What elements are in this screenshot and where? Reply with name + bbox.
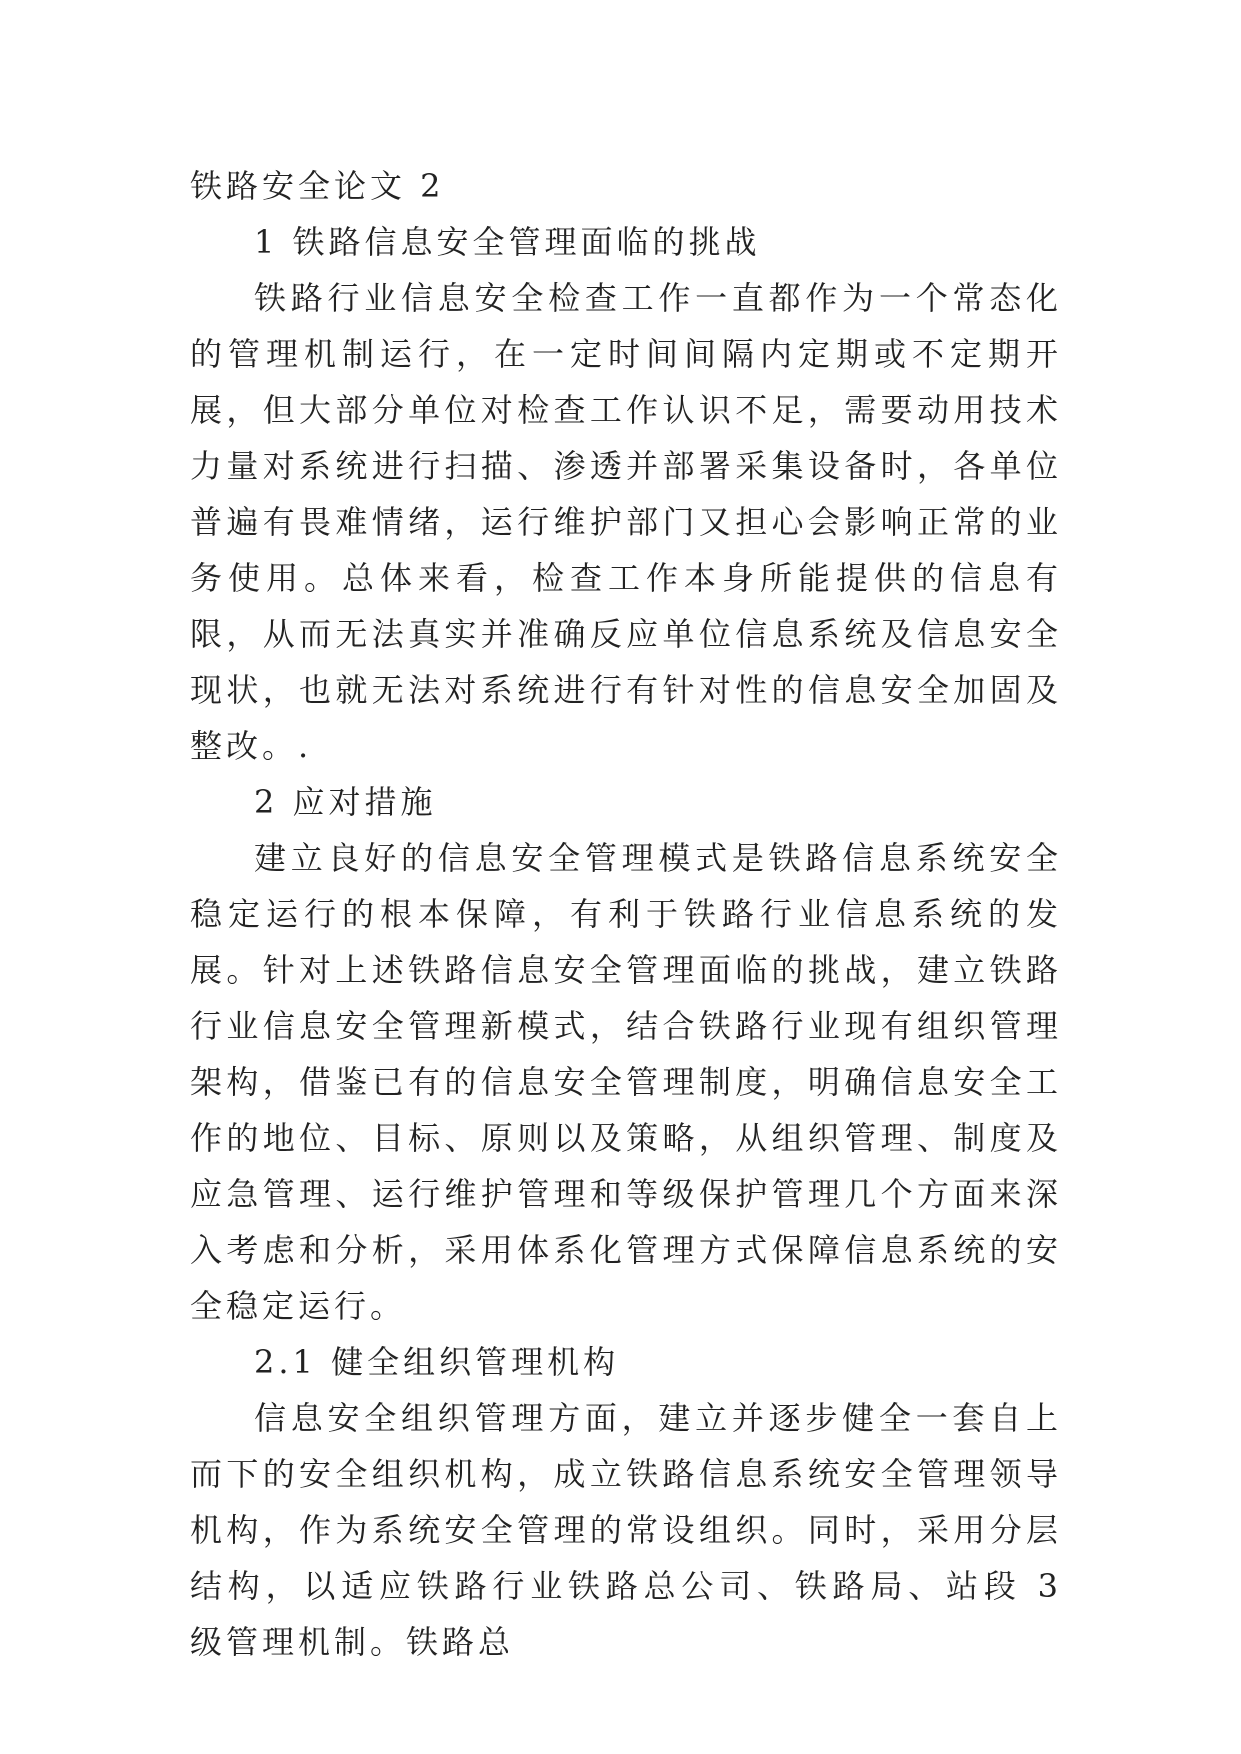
paragraph-3: 信息安全组织管理方面，建立并逐步健全一套自上而下的安全组织机构，成立铁路信息系统安全管理领导机构，作为系统安全管理的常设组织。同时，采用分层结构，以适应铁路行业铁路总公司、铁路局、站段 3 级管理机制。铁路总 <box>190 1399 1062 1661</box>
section-heading-2-1: 2.1 健全组织管理机构 <box>254 1343 620 1381</box>
document-title: 铁路安全论文 2 <box>190 167 445 205</box>
section-heading-1: 1 铁路信息安全管理面临的挑战 <box>254 223 761 261</box>
paragraph-2: 建立良好的信息安全管理模式是铁路信息系统安全稳定运行的根本保障，有利于铁路行业信息系统的发展。针对上述铁路信息安全管理面临的挑战，建立铁路行业信息安全管理新模式，结合铁路行业现有组织管理架构，借鉴已有的信息安全管理制度，明确信息安全工作的地位、目标、原则以及策略，从组织管理、制度及应急管理、运行维护管理和等级保护管理几个方面来深入考虑和分析，采用体系化管理方式保障信息系统的安全稳定运行。 <box>190 839 1062 1325</box>
document-body <box>190 214 1062 1670</box>
paragraph-1: 铁路行业信息安全检查工作一直都作为一个常态化的管理机制运行，在一定时间间隔内定期或不定期开展，但大部分单位对检查工作认识不足，需要动用技术力量对系统进行扫描、渗透并部署采集设备时，各单位普遍有畏难情绪，运行维护部门又担心会影响正常的业务使用。总体来看，检查工作本身所能提供的信息有限，从而无法真实并准确反应单位信息系统及信息安全现状，也就无法对系统进行有针对性的信息安全加固及整改。. <box>190 279 1062 765</box>
section-heading-2: 2 应对措施 <box>254 783 437 821</box>
